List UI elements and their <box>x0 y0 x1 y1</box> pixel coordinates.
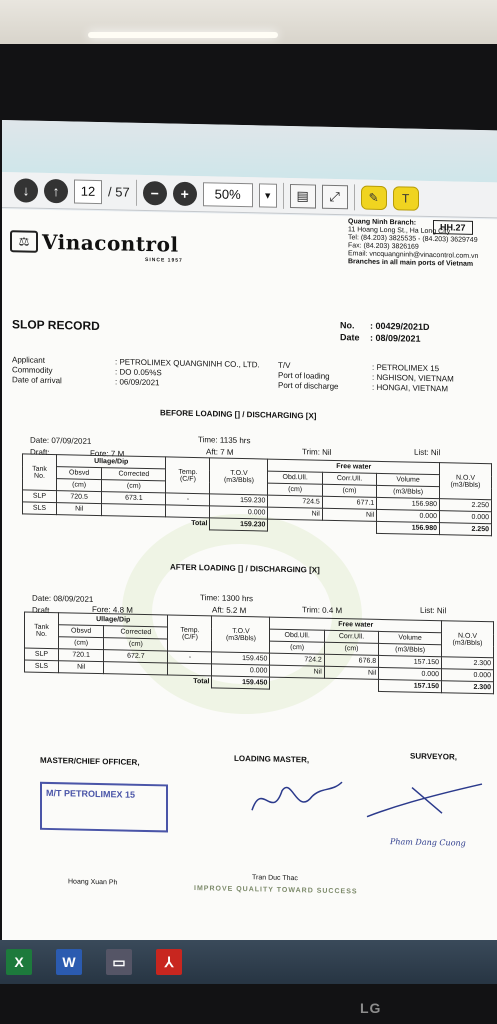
page-total: / 57 <box>108 184 130 200</box>
cm-header: (cm) <box>59 637 104 650</box>
pol-value: : NGHISON, VIETNAM <box>372 372 454 384</box>
tov-total: 159.230 <box>210 518 268 531</box>
date-value: : 08/09/2021 <box>370 332 421 344</box>
branch-line: Branches in all main ports of Vietnam <box>348 258 474 268</box>
surveyor-label: SURVEYOR, <box>410 751 457 762</box>
fit-page-icon[interactable]: ▤ <box>290 184 316 209</box>
obsvd-cell: Nil <box>57 503 102 516</box>
page-number-input[interactable]: 12 <box>74 179 102 204</box>
tank-cell: SLS <box>25 660 59 673</box>
word-icon[interactable]: W <box>56 949 82 975</box>
tov-header-text: T.O.V <box>230 469 248 477</box>
before-aft: Aft: 7 M <box>206 447 234 457</box>
obdull-cell: Nil <box>270 665 324 678</box>
before-draft: Draft: <box>30 447 50 457</box>
surveyor-name: Pham Dang Cuong <box>390 837 466 848</box>
ceiling-light <box>88 32 278 38</box>
highlight-icon[interactable]: T <box>393 186 419 211</box>
commodity-label: Commodity <box>12 365 53 376</box>
company-name: Vinacontrol <box>42 229 179 257</box>
after-aft: Aft: 5.2 M <box>212 605 247 616</box>
arrival-label: Date of arrival <box>12 375 62 386</box>
obdull-header: Obd.Ull. <box>270 629 324 642</box>
since-text: SINCE 1957 <box>145 256 183 264</box>
after-fore: Fore: 4.8 M <box>92 604 133 615</box>
pdf-icon[interactable]: ⅄ <box>156 949 182 975</box>
nov-cell: 2.300 <box>442 657 494 670</box>
obsvd-cell: 720.5 <box>57 491 102 504</box>
applicant-value: : PETROLIMEX QUANGNINH CO., LTD. <box>115 357 260 370</box>
volume-header: Volume <box>377 473 440 486</box>
toolbar-divider <box>354 184 355 210</box>
corrected-cell: 672.7 <box>104 650 168 663</box>
tov-header-text: T.O.V <box>232 627 250 635</box>
slogan: IMPROVE QUALITY TOWARD SUCCESS <box>194 885 358 896</box>
tov-total: 159.450 <box>212 676 270 689</box>
after-trim: Trim: 0.4 M <box>302 605 343 616</box>
tank-header-text: Tank <box>34 623 49 631</box>
before-time: Time: 1135 hrs <box>198 435 251 446</box>
tov-header <box>210 458 268 495</box>
pod-value: : HONGAI, VIETNAM <box>372 382 449 394</box>
cm-header: (cm) <box>324 642 378 655</box>
nov-unit-text: (m3/Bbls) <box>450 480 481 489</box>
volume-cell: 0.000 <box>379 667 442 680</box>
temp-cell <box>168 663 212 676</box>
loading-master-label: LOADING MASTER, <box>234 753 310 765</box>
after-list: List: Nil <box>420 605 447 616</box>
before-date: Date: 07/09/2021 <box>30 435 92 446</box>
temp-header-text: Temp. <box>180 626 200 634</box>
no-header-text: No. <box>36 630 47 638</box>
nov-cell: 0.000 <box>442 669 494 682</box>
volume-cell: 0.000 <box>377 509 440 522</box>
branch-line: Tel: (84.203) 3825535 - (84.203) 3629749 <box>348 234 478 244</box>
nov-total: 2.250 <box>440 523 492 536</box>
volume-total: 156.980 <box>377 521 440 534</box>
branch-line: Email: vncquangninh@vinacontrol.com.vn <box>348 250 479 260</box>
corrull-cell: 677.1 <box>322 496 376 509</box>
nov-header <box>442 621 494 658</box>
pdf-page <box>2 209 497 950</box>
cm-header: (cm) <box>104 638 168 651</box>
tank-cell: SLS <box>23 502 57 515</box>
pol-label: Port of loading <box>278 370 330 381</box>
m3-header: (m3/Bbls) <box>377 485 440 498</box>
master-name: Hoang Xuan Ph <box>68 878 118 887</box>
before-fore: Fore: 7 M <box>90 448 125 459</box>
nov-unit-text: (m3/Bbls) <box>452 638 483 647</box>
arrival-value: : 06/09/2021 <box>115 377 160 388</box>
nov-cell: 0.000 <box>440 511 492 524</box>
cm-header: (cm) <box>268 483 322 496</box>
zoom-select[interactable]: 50% <box>203 182 253 207</box>
tank-header <box>25 612 59 649</box>
no-header-text: No. <box>34 472 45 480</box>
cf-header-text: (C/F) <box>179 475 196 483</box>
corrull-cell: Nil <box>324 666 378 679</box>
master-label: MASTER/CHIEF OFFICER, <box>40 755 140 767</box>
freewater-header: Free water <box>270 617 442 633</box>
obsvd-cell: Nil <box>59 661 104 674</box>
corrull-header: Corr.Ull. <box>324 630 378 643</box>
temp-cell <box>166 505 210 518</box>
obsvd-cell: 720.1 <box>59 649 104 662</box>
toolbar-divider <box>283 182 284 208</box>
corrull-cell: Nil <box>322 508 376 521</box>
obdull-cell: 724.2 <box>270 653 324 666</box>
ullage-header: Ullage/Dip <box>59 613 168 627</box>
document-title: SLOP RECORD <box>12 317 100 334</box>
corrected-header: Corrected <box>102 468 166 481</box>
corrected-header: Corrected <box>104 626 168 639</box>
tank-cell: SLP <box>25 648 59 661</box>
tov-cell: 159.230 <box>210 494 268 507</box>
loading-master-signature <box>242 770 352 832</box>
cm-header: (cm) <box>322 484 376 497</box>
pod-label: Port of discharge <box>278 380 339 392</box>
nov-cell: 2.250 <box>440 499 492 512</box>
temp-header-text: Temp. <box>178 468 198 476</box>
scanner-icon[interactable]: ▭ <box>106 949 132 975</box>
tov-unit-text: (m3/Bbls) <box>223 476 254 484</box>
tank-cell: SLP <box>23 490 57 503</box>
excel-icon[interactable]: X <box>6 949 32 975</box>
volume-cell: 157.150 <box>379 655 442 668</box>
obdull-cell: Nil <box>268 507 322 520</box>
tov-header <box>212 616 270 653</box>
after-date: Date: 08/09/2021 <box>32 593 94 604</box>
nov-header-text: N.O.V <box>457 632 478 640</box>
after-heading: AFTER LOADING [] / DISCHARGING [X] <box>170 562 320 575</box>
no-value: : 00429/2021D <box>370 320 430 332</box>
arrow-down-icon[interactable]: ↓ <box>14 178 38 203</box>
surveyor-signature <box>362 777 492 830</box>
nov-header <box>440 463 492 500</box>
branch-line: Fax: (84.203) 3826169 <box>348 242 419 251</box>
after-table <box>24 611 494 694</box>
ullage-header: Ullage/Dip <box>57 455 166 469</box>
tv-label: T/V <box>278 360 291 371</box>
cf-header-text: (C/F) <box>181 633 198 641</box>
tank-header-text: Tank <box>32 465 47 473</box>
tank-header <box>23 454 57 491</box>
fit-width-icon[interactable]: ⤢ <box>322 184 348 209</box>
background-wall <box>0 0 497 44</box>
nov-header-text: N.O.V <box>455 474 476 482</box>
toolbar-divider <box>136 179 137 205</box>
windows-taskbar <box>0 940 497 984</box>
tov-cell: 0.000 <box>212 664 270 677</box>
commodity-value: : DO 0.05%S <box>115 367 162 378</box>
total-label: Total <box>191 520 208 528</box>
before-trim: Trim: Nil <box>302 447 332 457</box>
arrow-up-icon[interactable]: ↑ <box>44 178 68 203</box>
branch-line: 11 Hoang Long St., Ha Long City <box>348 226 451 236</box>
ship-stamp <box>40 782 168 833</box>
monitor-screen <box>2 120 497 950</box>
applicant-label: Applicant <box>12 355 45 365</box>
zoom-in-icon[interactable]: + <box>173 181 197 206</box>
obdull-header: Obd.Ull. <box>268 471 322 484</box>
volume-cell: 156.980 <box>377 497 440 510</box>
total-label: Total <box>193 678 210 686</box>
obdull-cell: 724.5 <box>268 495 322 508</box>
cm-header: (cm) <box>57 479 102 492</box>
nov-total: 2.300 <box>442 681 494 694</box>
stamp-text: M/T PETROLIMEX 15 <box>46 787 136 800</box>
company-logo <box>10 229 179 257</box>
before-table <box>22 453 492 536</box>
tov-cell: 159.450 <box>212 652 270 665</box>
branch-line: Quang Ninh Branch: <box>348 218 417 227</box>
before-list: List: Nil <box>414 447 441 458</box>
volume-header: Volume <box>379 631 442 644</box>
no-label: No. <box>340 320 355 331</box>
corrull-cell: 676.8 <box>324 654 378 667</box>
cm-header: (cm) <box>270 641 324 654</box>
corrull-header: Corr.Ull. <box>322 472 376 485</box>
tv-value: : PETROLIMEX 15 <box>372 362 440 374</box>
m3-header: (m3/Bbls) <box>379 643 442 656</box>
chevron-down-icon[interactable]: ▼ <box>259 183 277 207</box>
temp-cell: - <box>168 651 212 664</box>
comment-icon[interactable]: ✎ <box>361 185 387 210</box>
tov-cell: 0.000 <box>210 506 268 519</box>
after-time: Time: 1300 hrs <box>200 593 254 604</box>
loading-master-name: Tran Duc Thac <box>252 874 298 883</box>
volume-total: 157.150 <box>379 679 442 692</box>
temp-cell: - <box>166 493 210 506</box>
temp-header <box>168 615 212 652</box>
obsvd-header: Obsvd <box>59 625 104 638</box>
date-label: Date <box>340 332 360 343</box>
corrected-cell: 673.1 <box>102 492 166 505</box>
monitor-brand-logo: LG <box>360 1000 382 1016</box>
zoom-out-icon[interactable]: − <box>143 180 167 205</box>
after-draft: Draft <box>32 605 50 615</box>
cm-header: (cm) <box>102 480 166 493</box>
obsvd-header: Obsvd <box>57 467 102 480</box>
vinacontrol-logo-icon: ⚖ <box>10 230 38 253</box>
form-code: HH.27 <box>433 220 473 235</box>
temp-header <box>166 457 210 494</box>
before-heading: BEFORE LOADING [] / DISCHARGING [X] <box>160 408 317 421</box>
tov-unit-text: (m3/Bbls) <box>225 634 256 642</box>
freewater-header: Free water <box>268 459 440 475</box>
